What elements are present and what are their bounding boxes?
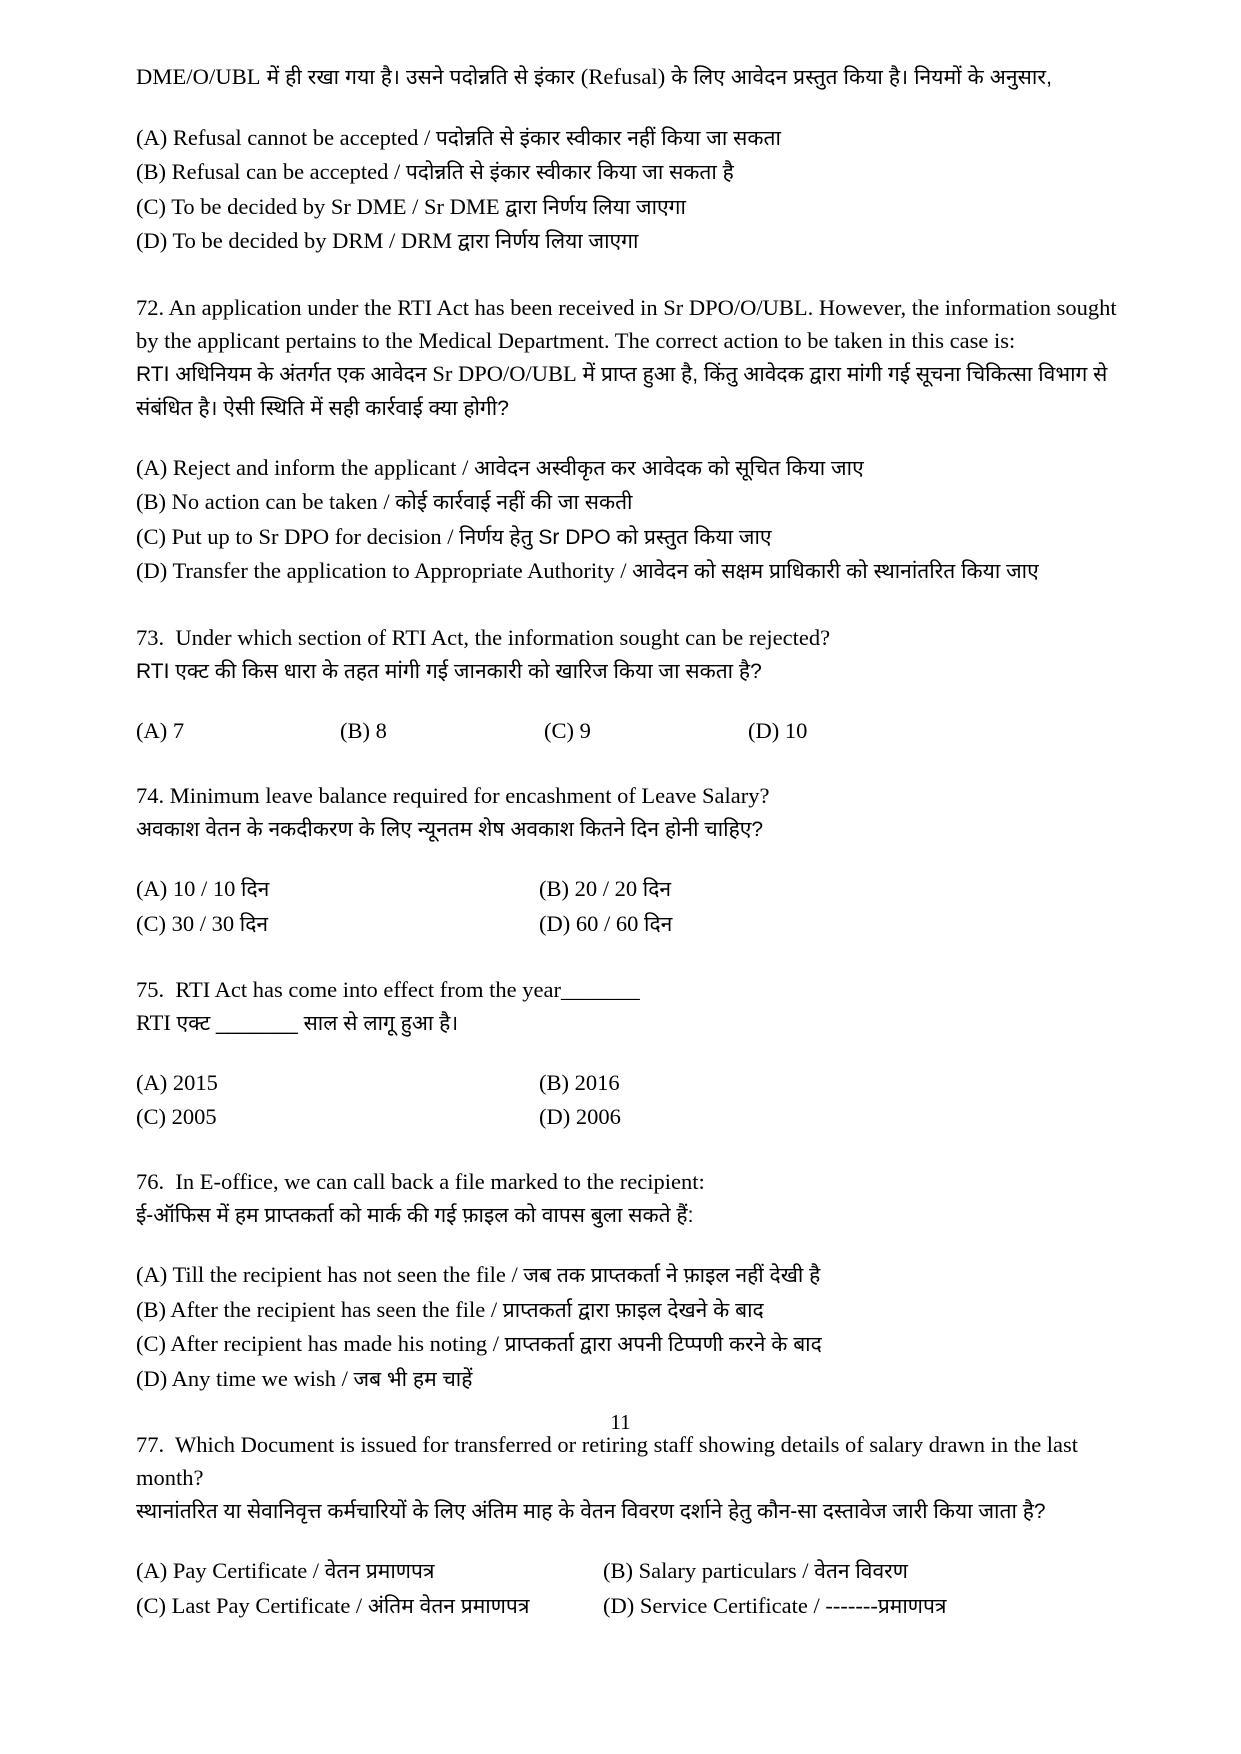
option-a-english: (A) 10 / 10: [136, 876, 241, 901]
option-c-hindi: अंतिम वेतन प्रमाणपत्र: [367, 1594, 530, 1618]
option-b[interactable]: [539, 872, 1121, 907]
intro-options: [136, 121, 1121, 259]
option-d-english: (D) To be decided by DRM / DRM: [136, 228, 458, 253]
spacer: [136, 1528, 1121, 1554]
option-d-hindi: दिन: [644, 912, 673, 936]
option-b[interactable]: [136, 155, 1121, 190]
option-a-english: (A) Till the recipient has not seen the file /: [136, 1262, 524, 1287]
option-a-hindi: जब तक प्राप्तकर्ता ने फ़ाइल नहीं देखी है: [523, 1264, 821, 1287]
option-a[interactable]: [136, 1258, 1121, 1293]
question-76-english: In E-office, we can call back a file marked to the recipient:: [175, 1169, 705, 1194]
option-a-label: (A) 2015: [136, 1070, 218, 1095]
option-d-hindi: प्रमाणपत्र: [877, 1594, 947, 1618]
option-d[interactable]: [748, 714, 1121, 748]
option-a[interactable]: [136, 121, 1121, 156]
question-73-hindi: RTI एक्ट की किस धारा के तहत मांगी गई जानकारी को खारिज किया जा सकता है?: [136, 659, 762, 683]
question-77-hindi: स्थानांतरित या सेवानिवृत्त कर्मचारियों के लिए अंतिम माह के वेतन विवरण दर्शाने हेतु कौन-सा दस्तावेज जारी किया जाता है?: [136, 1500, 1046, 1523]
option-b-label: (B) 8: [340, 717, 387, 743]
option-d-hindi: जब भी हम चाहें: [353, 1367, 473, 1391]
option-c-english: (C) 30 / 30: [136, 910, 240, 936]
option-b-hindi: प्राप्तकर्ता द्वारा फ़ाइल देखने के बाद: [502, 1298, 764, 1322]
question-75-hindi: एक्ट _______ साल से लागू हुआ है।: [176, 1012, 459, 1035]
intro-stem-hindi-b: के लिए आवेदन प्रस्तुत किया है। नियमों के अनुसार,: [665, 66, 1053, 89]
option-c[interactable]: [136, 1327, 1121, 1362]
intro-stem-english: DME/O/UBL: [136, 64, 261, 89]
question-76-hindi: ई-ऑफिस में हम प्राप्तकर्ता को मार्क की गई फ़ाइल को वापस बुला सकते हैं:: [136, 1204, 694, 1227]
option-d-label: (D) 2006: [539, 1103, 621, 1129]
question-72-office-code: Sr DPO/O/UBL: [432, 360, 577, 386]
option-a-label: (A) 7: [136, 717, 185, 743]
option-d-english: (D) Any time we wish /: [136, 1365, 354, 1391]
spacer: [136, 1232, 1121, 1258]
spacer: [136, 846, 1121, 872]
option-b-english: (B) Refusal can be accepted /: [136, 159, 406, 184]
option-a[interactable]: [136, 1066, 539, 1100]
question-73-number: 73.: [136, 624, 165, 650]
question-75-stem: [136, 973, 1121, 1006]
page-number: 11: [610, 1410, 631, 1434]
option-b-hindi: दिन: [642, 878, 671, 901]
question-77-options: [136, 1554, 1121, 1623]
question-75: [136, 973, 1121, 1133]
question-72-hindi-post: में प्राप्त हुआ है, किंतु आवेदक द्वारा मांगी गई सूचना चिकित्सा विभाग से संबंधित है। ऐसी स्थिति में सही कार्रवाई क्या होगी?: [136, 362, 1108, 420]
question-73: [136, 621, 1121, 748]
spacer: [136, 589, 1121, 621]
spacer: [136, 1133, 1121, 1165]
option-b-hindi: वेतन विवरण: [814, 1560, 908, 1583]
option-d-label: (D) 10: [748, 717, 808, 743]
question-76-options: [136, 1258, 1121, 1396]
option-c-english: (C) Put up to Sr DPO for decision /: [136, 523, 460, 549]
question-73-english: Under which section of RTI Act, the information sought can be rejected?: [175, 624, 831, 650]
spacer: [136, 941, 1121, 973]
option-d[interactable]: [603, 1589, 1121, 1624]
option-a-english: (A) Reject and inform the applicant /: [136, 454, 475, 480]
option-d-hindi: द्वारा निर्णय लिया जाएगा: [457, 230, 639, 253]
option-c-hindi: निर्णय हेतु Sr DPO को प्रस्तुत किया जाए: [459, 525, 772, 549]
option-d[interactable]: [136, 554, 1121, 589]
option-d[interactable]: [539, 1100, 1121, 1134]
option-b-english: (B) 20 / 20: [539, 876, 643, 901]
option-a-hindi: आवेदन अस्वीकृत कर आवेदक को सूचित किया जाए: [474, 456, 864, 480]
spacer: [136, 747, 1121, 779]
option-b-english: (B) After the recipient has seen the file /: [136, 1296, 503, 1322]
question-72-english: An application under the RTI Act has been received in Sr DPO/O/UBL. However, the information sought by the applicant pertains to the Medical Department. The correct action to be taken in this case is:: [136, 294, 1117, 353]
option-d-english: (D) Transfer the application to Appropriate Authority /: [136, 558, 633, 583]
question-75-number: 75.: [136, 977, 165, 1002]
question-76-stem: [136, 1165, 1121, 1198]
question-73-options: [136, 714, 1121, 748]
option-b-label: (B) 2016: [539, 1070, 620, 1095]
option-a[interactable]: [136, 872, 539, 907]
option-a-hindi: दिन: [241, 878, 270, 901]
question-72: [136, 291, 1121, 589]
spacer: [136, 259, 1121, 291]
option-c-english: (C) To be decided by Sr DME / Sr DME: [136, 193, 506, 219]
option-b[interactable]: [340, 714, 544, 748]
question-74-stem-hindi: [136, 812, 1121, 846]
option-a[interactable]: [136, 451, 1121, 486]
question-75-options: [136, 1066, 1121, 1133]
option-a-hindi: पदोन्नति से इंकार स्वीकार नहीं किया जा सकता: [435, 126, 781, 150]
option-b[interactable]: [539, 1066, 1121, 1100]
option-c[interactable]: [136, 520, 1121, 555]
option-c[interactable]: [544, 714, 748, 748]
option-c-english: (C) After recipient has made his noting /: [136, 1331, 505, 1356]
option-c-hindi: द्वारा निर्णय लिया जाएगा: [505, 195, 686, 219]
option-c[interactable]: [136, 1589, 603, 1624]
intro-stem-refusal: (Refusal): [580, 64, 666, 89]
option-c[interactable]: [136, 190, 1121, 225]
option-a[interactable]: [136, 714, 340, 748]
question-74-options: [136, 872, 1121, 941]
option-d[interactable]: [539, 907, 1121, 942]
question-77-stem-hindi: [136, 1494, 1121, 1528]
question-77-stem: [136, 1428, 1121, 1494]
option-c-label: (C) 9: [544, 717, 591, 743]
question-75-hindi-pre: RTI: [136, 1010, 177, 1035]
page-content: [136, 60, 1121, 1623]
intro-stem: [136, 60, 1121, 95]
question-73-stem-hindi: [136, 654, 1121, 688]
option-b[interactable]: [136, 485, 1121, 520]
question-74-stem: [136, 779, 1121, 812]
question-74: [136, 779, 1121, 941]
question-72-hindi-pre: RTI अधिनियम के अंतर्गत एक आवेदन: [136, 362, 433, 386]
option-b[interactable]: [603, 1554, 1121, 1589]
option-c[interactable]: [136, 907, 539, 942]
question-77-english: Which Document is issued for transferred or retiring staff showing details of salary drawn in the last month?: [136, 1432, 1079, 1490]
question-75-english: RTI Act has come into effect from the year_______: [175, 977, 640, 1002]
option-b-english: (B) Salary particulars /: [603, 1558, 815, 1583]
question-76-number: 76.: [136, 1169, 165, 1194]
option-a-hindi: वेतन प्रमाणपत्र: [324, 1560, 435, 1583]
question-76-stem-hindi: [136, 1198, 1121, 1232]
option-d-english: (D) Service Certificate / -------: [603, 1592, 878, 1618]
option-c-english: (C) Last Pay Certificate /: [136, 1592, 368, 1618]
question-72-options: [136, 451, 1121, 589]
option-d[interactable]: [136, 224, 1121, 259]
option-a-english: (A) Pay Certificate /: [136, 1558, 325, 1583]
question-74-hindi: अवकाश वेतन के नकदीकरण के लिए न्यूनतम शेष अवकाश कितने दिन होनी चाहिए?: [136, 818, 764, 841]
option-b[interactable]: [136, 1293, 1121, 1328]
option-d-hindi: आवेदन को सक्षम प्राधिकारी को स्थानांतरित किया जाए: [632, 560, 1039, 583]
option-c-label: (C) 2005: [136, 1103, 217, 1129]
question-73-stem: [136, 621, 1121, 654]
question-72-number: 72.: [136, 294, 165, 320]
question-77: [136, 1428, 1121, 1623]
option-b-english: (B) No action can be taken /: [136, 489, 396, 514]
option-d-english: (D) 60 / 60: [539, 910, 644, 936]
spacer: [136, 1040, 1121, 1066]
option-c-hindi: प्राप्तकर्ता द्वारा अपनी टिप्पणी करने के बाद: [504, 1333, 822, 1356]
option-d[interactable]: [136, 1362, 1121, 1397]
question-72-stem: [136, 291, 1121, 357]
option-b-hindi: कोई कार्रवाई नहीं की जा सकती: [395, 491, 633, 514]
question-76: [136, 1165, 1121, 1396]
question-74-english: Minimum leave balance required for encashment of Leave Salary?: [169, 783, 770, 808]
option-a[interactable]: [136, 1554, 603, 1589]
question-74-number: 74.: [136, 783, 165, 808]
spacer: [136, 95, 1121, 121]
intro-stem-hindi-a: में ही रखा गया है। उसने पदोन्नति से इंकार: [260, 66, 581, 89]
question-72-stem-hindi: [136, 357, 1121, 425]
option-c-hindi: दिन: [239, 912, 268, 936]
question-77-number: 77.: [136, 1432, 165, 1457]
spacer: [136, 425, 1121, 451]
question-75-stem-hindi: [136, 1006, 1121, 1040]
option-c[interactable]: [136, 1100, 539, 1134]
spacer: [136, 688, 1121, 714]
option-a-english: (A) Refusal cannot be accepted /: [136, 124, 436, 150]
option-b-hindi: पदोन्नति से इंकार स्वीकार किया जा सकता है: [405, 161, 734, 184]
